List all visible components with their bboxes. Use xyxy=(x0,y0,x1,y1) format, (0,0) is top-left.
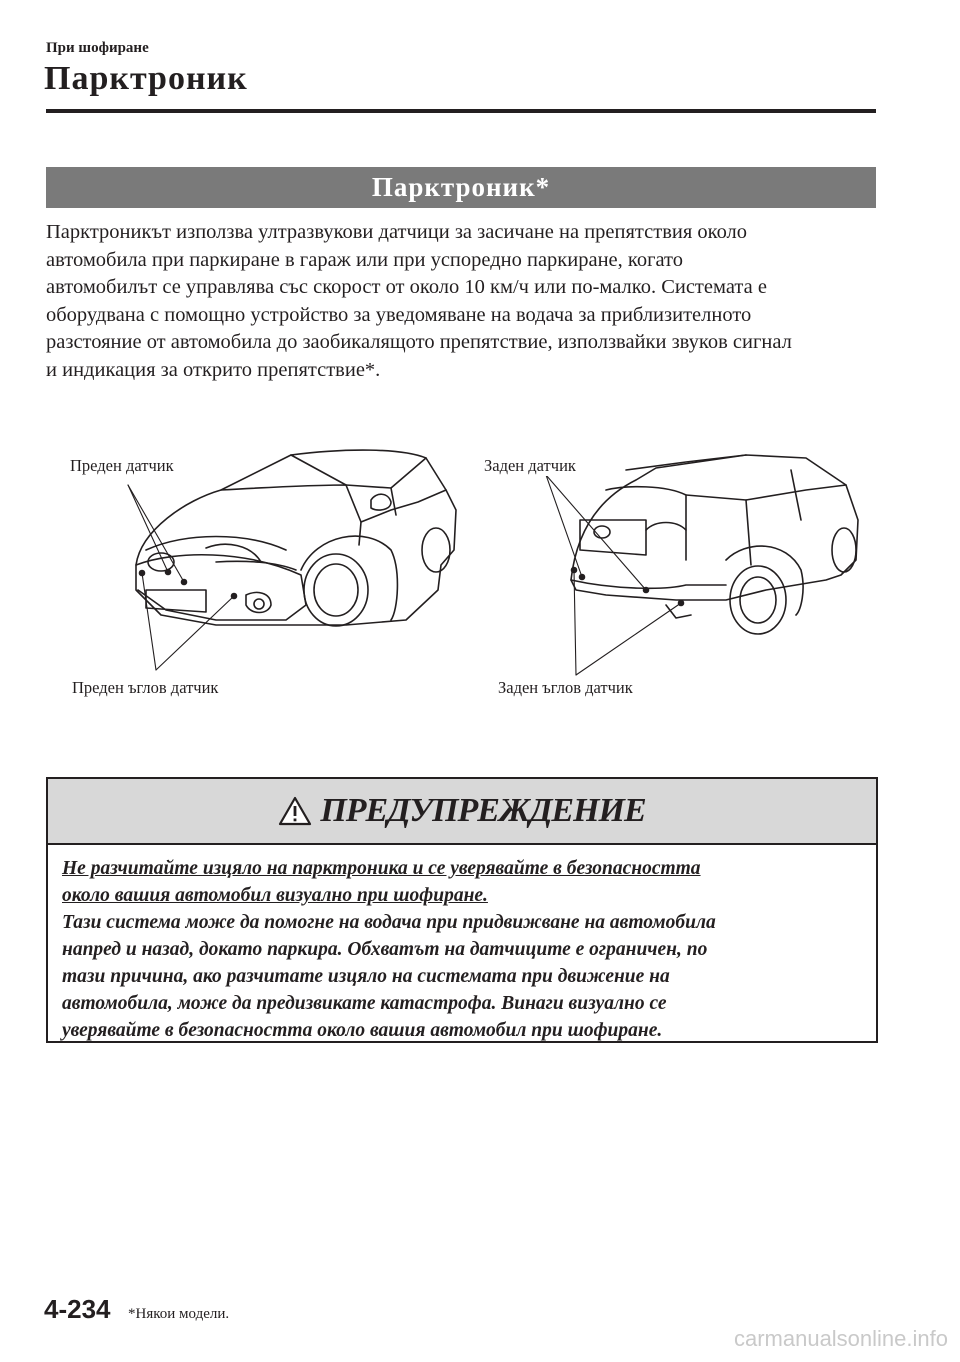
front-car-drawing xyxy=(128,450,456,670)
rear-car-drawing xyxy=(546,455,858,675)
front-corner-sensor-label: Преден ъглов датчик xyxy=(72,678,219,697)
warning-body xyxy=(48,845,876,1044)
intro-line: автомобилът се управлява със скорост от около 10 км/ч или по-малко. Системата е xyxy=(46,276,767,298)
warning-emphasis-line: Не разчитайте изцяло на парктроника и се уверявайте в безопасността xyxy=(62,858,701,879)
footnote: *Някои модели. xyxy=(128,1306,230,1322)
intro-line: оборудвана с помощно устройство за уведомяване на водача за приблизителното xyxy=(46,303,752,326)
car-drawings xyxy=(46,440,876,710)
front-sensor-label: Преден датчик xyxy=(70,456,174,475)
page-number: 4-234 xyxy=(44,1294,111,1324)
intro-line: автомобила при паркиране в гараж или при успоредно паркиране, когато xyxy=(46,248,683,271)
section-kicker: При шофиране xyxy=(46,40,149,56)
warning-emphasis-line: около вашия автомобил визуално при шофиране. xyxy=(62,885,488,906)
warning-title: ПРЕДУПРЕЖДЕНИЕ xyxy=(320,792,646,829)
section-banner: Парктроник* xyxy=(46,167,876,208)
intro-line: разстояние от автомобила до заобикалящото препятствие, използвайки звуков сигнал xyxy=(46,331,792,353)
intro-line: Парктроникът използва ултразвукови датчици за засичане на препятствия около xyxy=(46,221,748,243)
rear-corner-sensor-label: Заден ъглов датчик xyxy=(498,678,633,697)
watermark: carmanualsonline.info xyxy=(733,1326,948,1351)
sensor-illustration xyxy=(46,440,876,710)
warning-body-line: автомобила, може да предизвикате катастрофа. Винаги визуално се xyxy=(62,993,667,1014)
warning-body-line: уверявайте в безопасността около вашия автомобил при шофиране. xyxy=(62,1020,663,1041)
warning-body-line: Тази система може да помогне на водача при придвижване на автомобила xyxy=(62,912,716,933)
intro-line: и индикация за открито препятствие*. xyxy=(46,358,381,381)
warning-body-line: тази причина, ако разчитате изцяло на системата при движение на xyxy=(62,966,670,987)
warning-box xyxy=(46,777,878,1043)
intro-paragraph xyxy=(46,219,876,384)
page-title: Парктроник xyxy=(44,60,248,97)
warning-triangle-icon xyxy=(278,796,312,826)
rear-sensor-label: Заден датчик xyxy=(484,456,576,475)
warning-body-line: напред и назад, докато паркира. Обхватът на датчиците е ограничен, по xyxy=(62,939,708,960)
title-rule xyxy=(46,109,876,113)
warning-header xyxy=(48,779,876,845)
